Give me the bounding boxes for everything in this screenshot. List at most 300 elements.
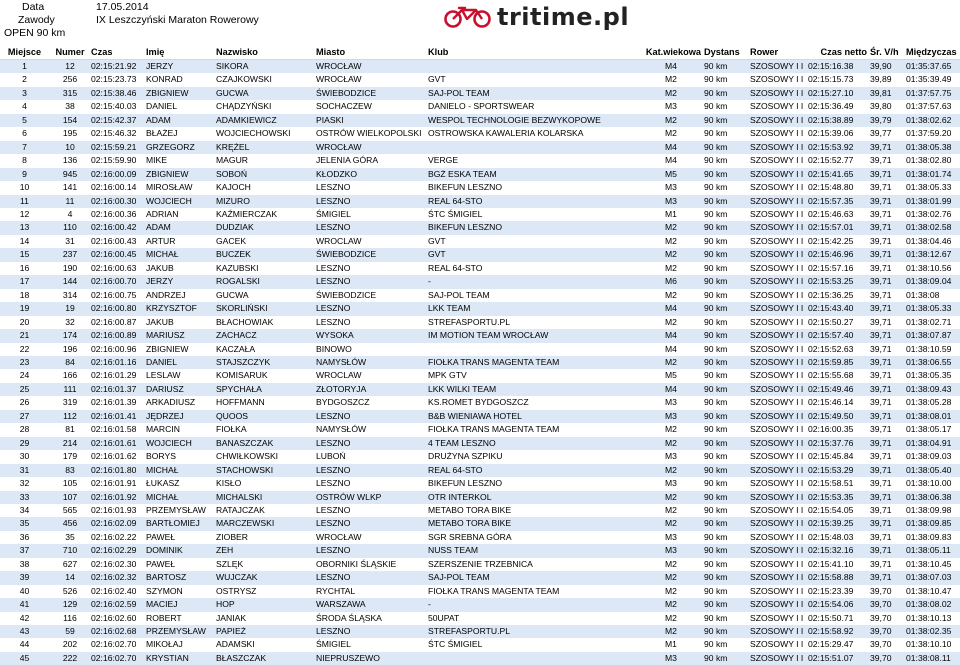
cell-net-time: 02:15:58.51 [808, 477, 870, 490]
cell-place: 35 [0, 517, 49, 530]
cell-place: 4 [0, 100, 49, 113]
cell-age-category: M2 [638, 491, 704, 504]
cell-avg-speed: 39,70 [870, 625, 906, 638]
cell-time: 02:16:00.09 [91, 168, 146, 181]
col-header-number[interactable]: Numer [49, 45, 91, 60]
cell-number: 10 [49, 141, 91, 154]
cell-time: 02:16:00.70 [91, 275, 146, 288]
cell-split-time: 01:38:02.76 [906, 208, 960, 221]
cell-place: 24 [0, 369, 49, 382]
col-header-bike[interactable]: Rower [750, 45, 808, 60]
cell-last-name: ZIOBER [216, 531, 316, 544]
cell-avg-speed: 39,71 [870, 450, 906, 463]
cell-bike: SZOSOWY I I [750, 195, 808, 208]
cell-net-time: 02:15:32.16 [808, 544, 870, 557]
cell-avg-speed: 39,71 [870, 396, 906, 409]
cell-split-time: 01:38:05.17 [906, 423, 960, 436]
cell-city: OSTRÓW WIELKOPOLSKI [316, 127, 428, 140]
cell-place: 25 [0, 383, 49, 396]
col-header-distance[interactable]: Dystans [704, 45, 750, 60]
cell-age-category: M3 [638, 181, 704, 194]
cell-distance: 90 km [704, 477, 750, 490]
cell-age-category: M2 [638, 73, 704, 86]
cell-split-time: 01:38:01.99 [906, 195, 960, 208]
cell-place: 10 [0, 181, 49, 194]
cell-time: 02:16:01.58 [91, 423, 146, 436]
cell-place: 9 [0, 168, 49, 181]
cell-club: FIOŁKA TRANS MAGENTA TEAM [428, 423, 638, 436]
cell-bike: SZOSOWY I I [750, 154, 808, 167]
cell-first-name: KONRAD [146, 73, 216, 86]
cell-split-time: 01:38:01.74 [906, 168, 960, 181]
cell-place: 33 [0, 491, 49, 504]
cell-avg-speed: 39,81 [870, 87, 906, 100]
cell-avg-speed: 39,70 [870, 585, 906, 598]
cell-avg-speed: 39,71 [870, 491, 906, 504]
cell-distance: 90 km [704, 544, 750, 557]
cell-age-category: M2 [638, 248, 704, 261]
cell-club: SAJ-POL TEAM [428, 289, 638, 302]
cell-time: 02:16:00.42 [91, 221, 146, 234]
cell-split-time: 01:35:37.65 [906, 60, 960, 74]
cell-last-name: ROGALSKI [216, 275, 316, 288]
cell-last-name: GACEK [216, 235, 316, 248]
cell-net-time: 02:15:46.14 [808, 396, 870, 409]
cell-first-name: MICHAŁ [146, 464, 216, 477]
cell-first-name: BARTŁOMIEJ [146, 517, 216, 530]
cell-avg-speed: 39,71 [870, 369, 906, 382]
cell-distance: 90 km [704, 356, 750, 369]
cell-age-category: M1 [638, 638, 704, 651]
cell-time: 02:16:02.09 [91, 517, 146, 530]
cell-age-category: M5 [638, 369, 704, 382]
cell-last-name: WOJCIECHOWSKI [216, 127, 316, 140]
cell-net-time: 02:15:51.07 [808, 652, 870, 665]
table-row [0, 248, 960, 261]
cell-time: 02:16:02.68 [91, 625, 146, 638]
cell-age-category: M2 [638, 221, 704, 234]
cell-split-time: 01:38:06.55 [906, 356, 960, 369]
cell-first-name: DARIUSZ [146, 383, 216, 396]
cell-distance: 90 km [704, 517, 750, 530]
cell-first-name: ADAM [146, 221, 216, 234]
table-row [0, 235, 960, 248]
table-row [0, 450, 960, 463]
table-row [0, 154, 960, 167]
cell-first-name: ARTUR [146, 235, 216, 248]
cell-bike: SZOSOWY I I [750, 517, 808, 530]
cell-bike: SZOSOWY I I [750, 114, 808, 127]
cell-place: 43 [0, 625, 49, 638]
cell-first-name: ZBIGNIEW [146, 87, 216, 100]
cell-bike: SZOSOWY I I [750, 275, 808, 288]
cell-distance: 90 km [704, 127, 750, 140]
cell-bike: SZOSOWY I I [750, 598, 808, 611]
report-header [0, 0, 960, 44]
cell-time: 02:16:00.43 [91, 235, 146, 248]
table-row [0, 73, 960, 86]
cell-distance: 90 km [704, 464, 750, 477]
cell-avg-speed: 39,71 [870, 558, 906, 571]
cell-club [428, 141, 638, 154]
cell-split-time: 01:38:09.03 [906, 450, 960, 463]
col-header-city[interactable]: Miasto [316, 45, 428, 60]
cell-place: 39 [0, 571, 49, 584]
col-header-age-category[interactable]: Kat.wiekowa [638, 45, 704, 60]
cell-net-time: 02:15:55.68 [808, 369, 870, 382]
date-label: Data [22, 1, 44, 14]
cell-distance: 90 km [704, 289, 750, 302]
cell-distance: 90 km [704, 221, 750, 234]
cell-city: LESZNO [316, 181, 428, 194]
cell-place: 21 [0, 329, 49, 342]
cell-time: 02:16:02.29 [91, 544, 146, 557]
col-header-place[interactable]: Miejsce [0, 45, 49, 60]
table-row [0, 517, 960, 530]
cell-club: STREFASPORTU.PL [428, 625, 638, 638]
cell-club: WESPOL TECHNOLOGIE BEZWYKOPOWE [428, 114, 638, 127]
table-row [0, 60, 960, 74]
cell-net-time: 02:15:23.39 [808, 585, 870, 598]
cell-number: 314 [49, 289, 91, 302]
cell-avg-speed: 39,71 [870, 262, 906, 275]
table-row [0, 585, 960, 598]
cell-city: LESZNO [316, 544, 428, 557]
cell-time: 02:16:01.29 [91, 369, 146, 382]
cell-place: 16 [0, 262, 49, 275]
cell-first-name: MICHAŁ [146, 248, 216, 261]
cell-net-time: 02:15:37.76 [808, 437, 870, 450]
cell-club: OSTROWSKA KAWALERIA KOLARSKA [428, 127, 638, 140]
cell-avg-speed: 39,71 [870, 531, 906, 544]
cell-place: 38 [0, 558, 49, 571]
cell-avg-speed: 39,71 [870, 316, 906, 329]
cell-split-time: 01:38:10.45 [906, 558, 960, 571]
cell-last-name: OSTRYSZ [216, 585, 316, 598]
cell-avg-speed: 39,90 [870, 60, 906, 74]
cell-number: 112 [49, 410, 91, 423]
cell-net-time: 02:15:27.10 [808, 87, 870, 100]
cell-first-name: ZBIGNIEW [146, 168, 216, 181]
cell-place: 36 [0, 531, 49, 544]
cell-first-name: ROBERT [146, 612, 216, 625]
cell-city: WARSZAWA [316, 598, 428, 611]
cell-split-time: 01:38:05.35 [906, 369, 960, 382]
cell-last-name: KAZUBSKI [216, 262, 316, 275]
cell-bike: SZOSOWY I I [750, 302, 808, 315]
cell-city: ZŁOTORYJA [316, 383, 428, 396]
cell-last-name: SKORLIŃSKI [216, 302, 316, 315]
cell-number: 116 [49, 612, 91, 625]
cell-net-time: 02:15:54.06 [808, 598, 870, 611]
cell-number: 174 [49, 329, 91, 342]
cell-number: 214 [49, 437, 91, 450]
cell-city: JELENIA GÓRA [316, 154, 428, 167]
cell-bike: SZOSOWY I I [750, 437, 808, 450]
col-header-net-time[interactable]: Czas netto [808, 45, 870, 60]
cell-number: 144 [49, 275, 91, 288]
table-row [0, 571, 960, 584]
cell-number: 565 [49, 504, 91, 517]
cell-first-name: PAWEŁ [146, 531, 216, 544]
cell-distance: 90 km [704, 652, 750, 665]
cell-split-time: 01:38:09.04 [906, 275, 960, 288]
cell-split-time: 01:38:08.02 [906, 598, 960, 611]
cell-age-category: M3 [638, 531, 704, 544]
table-row [0, 114, 960, 127]
table-row [0, 477, 960, 490]
cell-distance: 90 km [704, 262, 750, 275]
cell-distance: 90 km [704, 329, 750, 342]
cell-club: LKK WILKI TEAM [428, 383, 638, 396]
cell-split-time: 01:38:09.85 [906, 517, 960, 530]
cell-place: 2 [0, 73, 49, 86]
cell-city: WROCŁAW [316, 141, 428, 154]
cell-number: 627 [49, 558, 91, 571]
cell-bike: SZOSOWY I I [750, 652, 808, 665]
cell-place: 20 [0, 316, 49, 329]
cell-time: 02:16:02.40 [91, 585, 146, 598]
cell-net-time: 02:15:53.35 [808, 491, 870, 504]
cell-time: 02:16:00.45 [91, 248, 146, 261]
cell-last-name: BŁACHOWIAK [216, 316, 316, 329]
cell-time: 02:15:40.03 [91, 100, 146, 113]
cell-net-time: 02:15:39.06 [808, 127, 870, 140]
cell-distance: 90 km [704, 585, 750, 598]
cell-first-name: ZBIGNIEW [146, 343, 216, 356]
cell-net-time: 02:15:43.40 [808, 302, 870, 315]
cell-bike: SZOSOWY I I [750, 477, 808, 490]
cell-age-category: M3 [638, 410, 704, 423]
cell-distance: 90 km [704, 302, 750, 315]
cell-first-name: ŁUKASZ [146, 477, 216, 490]
cell-city: WROCŁAW [316, 60, 428, 74]
cell-avg-speed: 39,71 [870, 571, 906, 584]
cell-bike: SZOSOWY I I [750, 316, 808, 329]
cell-club: DANIELO - SPORTSWEAR [428, 100, 638, 113]
cell-number: 129 [49, 598, 91, 611]
cell-city: WROCLAW [316, 235, 428, 248]
cell-distance: 90 km [704, 154, 750, 167]
cell-club: LKK TEAM [428, 302, 638, 315]
cell-time: 02:16:02.70 [91, 652, 146, 665]
cell-number: 81 [49, 423, 91, 436]
cell-city: LESZNO [316, 302, 428, 315]
cell-split-time: 01:38:05.28 [906, 396, 960, 409]
cell-time: 02:15:38.46 [91, 87, 146, 100]
cell-bike: SZOSOWY I I [750, 208, 808, 221]
table-row [0, 208, 960, 221]
cell-last-name: KAJOCH [216, 181, 316, 194]
cell-first-name: GRZEGORZ [146, 141, 216, 154]
cell-split-time: 01:38:05.40 [906, 464, 960, 477]
cell-place: 13 [0, 221, 49, 234]
cell-number: 14 [49, 571, 91, 584]
cell-net-time: 02:15:39.25 [808, 517, 870, 530]
cell-first-name: MARCIN [146, 423, 216, 436]
cell-number: 19 [49, 302, 91, 315]
cell-club: - [428, 598, 638, 611]
cell-time: 02:16:00.80 [91, 302, 146, 315]
cell-place: 42 [0, 612, 49, 625]
cell-last-name: KAŹMIERCZAK [216, 208, 316, 221]
table-row [0, 652, 960, 665]
cell-avg-speed: 39,71 [870, 343, 906, 356]
cell-distance: 90 km [704, 208, 750, 221]
cell-net-time: 02:15:54.05 [808, 504, 870, 517]
cell-last-name: KRĘŻEL [216, 141, 316, 154]
table-header-row [0, 45, 960, 60]
cell-last-name: SOBOŃ [216, 168, 316, 181]
table-row [0, 491, 960, 504]
cell-place: 29 [0, 437, 49, 450]
cell-time: 02:15:46.32 [91, 127, 146, 140]
cell-net-time: 02:16:00.35 [808, 423, 870, 436]
cell-net-time: 02:15:59.85 [808, 356, 870, 369]
cell-age-category: M2 [638, 262, 704, 275]
cell-distance: 90 km [704, 625, 750, 638]
cell-number: 256 [49, 73, 91, 86]
cell-split-time: 01:38:02.58 [906, 221, 960, 234]
cell-club: GVT [428, 235, 638, 248]
cell-avg-speed: 39,70 [870, 612, 906, 625]
table-row [0, 127, 960, 140]
cell-club: 4 TEAM LESZNO [428, 437, 638, 450]
category-label: OPEN 90 km [4, 27, 65, 40]
col-header-last-name[interactable]: Nazwisko [216, 45, 316, 60]
cell-time: 02:16:00.63 [91, 262, 146, 275]
cell-last-name: MIZURO [216, 195, 316, 208]
cell-age-category: M2 [638, 289, 704, 302]
cell-split-time: 01:37:57.75 [906, 87, 960, 100]
cell-net-time: 02:15:58.88 [808, 571, 870, 584]
cell-split-time: 01:38:10.13 [906, 612, 960, 625]
cell-club: REAL 64-STO [428, 195, 638, 208]
cell-place: 14 [0, 235, 49, 248]
cell-distance: 90 km [704, 235, 750, 248]
cell-place: 8 [0, 154, 49, 167]
cell-club: BIKEFUN LESZNO [428, 477, 638, 490]
results-table [0, 45, 960, 665]
cell-first-name: MICHAŁ [146, 491, 216, 504]
cell-number: 12 [49, 60, 91, 74]
cell-number: 136 [49, 154, 91, 167]
cell-age-category: M3 [638, 477, 704, 490]
table-row [0, 638, 960, 651]
cell-city: NIEPRUSZEWO [316, 652, 428, 665]
cell-club: FIOŁKA TRANS MAGENTA TEAM [428, 585, 638, 598]
cell-last-name: CZAJKOWSKI [216, 73, 316, 86]
cell-split-time: 01:38:08 [906, 289, 960, 302]
cell-age-category: M2 [638, 127, 704, 140]
col-header-split-time[interactable]: Międzyczas [906, 45, 960, 60]
logo-text: tritime.pl [497, 6, 629, 28]
col-header-time[interactable]: Czas [91, 45, 146, 60]
cell-avg-speed: 39,71 [870, 302, 906, 315]
cell-time: 02:16:02.59 [91, 598, 146, 611]
cell-avg-speed: 39,71 [870, 289, 906, 302]
cell-time: 02:16:01.61 [91, 437, 146, 450]
cell-age-category: M2 [638, 612, 704, 625]
cell-split-time: 01:38:08.11 [906, 652, 960, 665]
cell-age-category: M2 [638, 558, 704, 571]
cell-split-time: 01:38:07.87 [906, 329, 960, 342]
cell-last-name: KISŁO [216, 477, 316, 490]
col-header-avg-speed[interactable]: Śr. V/h [870, 45, 906, 60]
col-header-first-name[interactable]: Imię [146, 45, 216, 60]
cell-number: 107 [49, 491, 91, 504]
cell-number: 111 [49, 383, 91, 396]
cell-time: 02:16:00.89 [91, 329, 146, 342]
cell-net-time: 02:15:48.03 [808, 531, 870, 544]
cell-bike: SZOSOWY I I [750, 396, 808, 409]
cell-number: 710 [49, 544, 91, 557]
cell-place: 19 [0, 302, 49, 315]
col-header-club[interactable]: Klub [428, 45, 638, 60]
cell-split-time: 01:38:05.33 [906, 302, 960, 315]
cell-city: WROCŁAW [316, 73, 428, 86]
cell-city: LESZNO [316, 625, 428, 638]
cell-club: NUSS TEAM [428, 544, 638, 557]
cell-bike: SZOSOWY I I [750, 504, 808, 517]
cell-first-name: BARTOSZ [146, 571, 216, 584]
cell-number: 59 [49, 625, 91, 638]
cell-age-category: M4 [638, 60, 704, 74]
cell-time: 02:15:21.92 [91, 60, 146, 74]
table-row [0, 343, 960, 356]
cell-net-time: 02:15:50.71 [808, 612, 870, 625]
cell-bike: SZOSOWY I I [750, 612, 808, 625]
cell-city: SOCHACZEW [316, 100, 428, 113]
cell-bike: SZOSOWY I I [750, 369, 808, 382]
cell-club: FIOŁKA TRANS MAGENTA TEAM [428, 356, 638, 369]
table-row [0, 396, 960, 409]
cell-first-name: PRZEMYSŁAW [146, 625, 216, 638]
cell-club: KS.ROMET BYDGOSZCZ [428, 396, 638, 409]
cell-avg-speed: 39,71 [870, 410, 906, 423]
cell-split-time: 01:38:10.59 [906, 343, 960, 356]
cell-age-category: M4 [638, 302, 704, 315]
cell-net-time: 02:15:45.84 [808, 450, 870, 463]
cell-first-name: JAKUB [146, 316, 216, 329]
cell-place: 1 [0, 60, 49, 74]
cell-number: 83 [49, 464, 91, 477]
cell-bike: SZOSOWY I I [750, 585, 808, 598]
cell-club: GVT [428, 248, 638, 261]
cell-time: 02:16:01.41 [91, 410, 146, 423]
cell-place: 45 [0, 652, 49, 665]
cell-distance: 90 km [704, 369, 750, 382]
table-row [0, 383, 960, 396]
cell-time: 02:16:02.70 [91, 638, 146, 651]
cell-bike: SZOSOWY I I [750, 100, 808, 113]
cell-avg-speed: 39,71 [870, 504, 906, 517]
cell-age-category: M3 [638, 100, 704, 113]
cell-split-time: 01:38:02.71 [906, 316, 960, 329]
cell-net-time: 02:15:57.16 [808, 262, 870, 275]
cell-last-name: DUDZIAK [216, 221, 316, 234]
cell-avg-speed: 39,71 [870, 168, 906, 181]
cell-bike: SZOSOWY I I [750, 638, 808, 651]
cell-avg-speed: 39,71 [870, 329, 906, 342]
cell-last-name: GUCWA [216, 289, 316, 302]
table-row [0, 410, 960, 423]
cell-first-name: WOJCIECH [146, 437, 216, 450]
cell-place: 41 [0, 598, 49, 611]
cell-number: 32 [49, 316, 91, 329]
cell-net-time: 02:15:46.96 [808, 248, 870, 261]
cell-club: METABO TORA BIKE [428, 504, 638, 517]
